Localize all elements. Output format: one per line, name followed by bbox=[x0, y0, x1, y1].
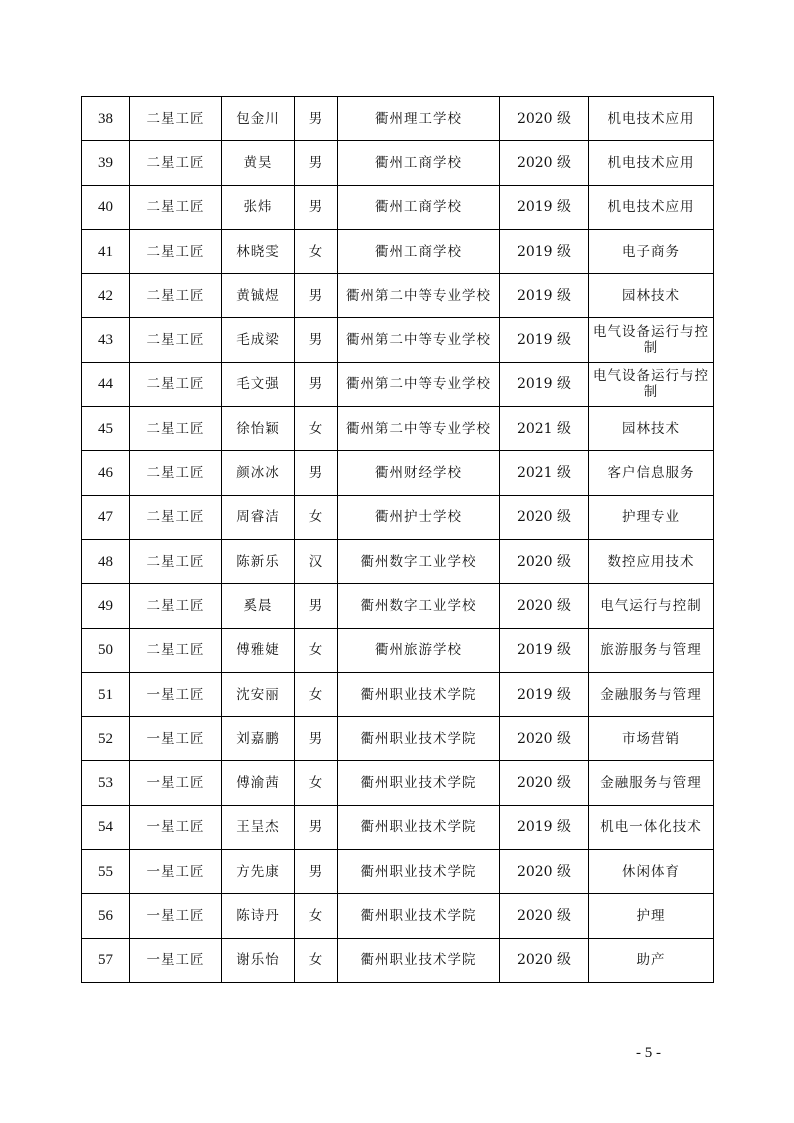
table-row bbox=[82, 717, 714, 761]
student-name-cell: 沈安丽 bbox=[222, 672, 295, 716]
craftsman-level-cell: 二星工匠 bbox=[130, 407, 222, 451]
table-row bbox=[82, 185, 714, 229]
major-cell: 助产 bbox=[589, 938, 714, 982]
grade-year-cell: 2020 级 bbox=[500, 761, 589, 805]
student-name-cell: 林晓雯 bbox=[222, 229, 295, 273]
major-cell: 市场营销 bbox=[589, 717, 714, 761]
page-number: - 5 - bbox=[636, 1045, 661, 1061]
major-cell: 园林技术 bbox=[589, 407, 714, 451]
row-number-cell: 49 bbox=[82, 584, 130, 628]
major-cell: 客户信息服务 bbox=[589, 451, 714, 495]
table-row bbox=[82, 628, 714, 672]
row-number-cell: 55 bbox=[82, 850, 130, 894]
grade-year-cell: 2020 级 bbox=[500, 141, 589, 185]
major-cell: 机电技术应用 bbox=[589, 97, 714, 141]
table-row bbox=[82, 584, 714, 628]
grade-year-cell: 2020 级 bbox=[500, 584, 589, 628]
major-cell: 机电一体化技术 bbox=[589, 805, 714, 849]
grade-year-cell: 2021 级 bbox=[500, 407, 589, 451]
student-name-cell: 毛文强 bbox=[222, 362, 295, 406]
gender-cell: 男 bbox=[295, 850, 338, 894]
student-name-cell: 王呈杰 bbox=[222, 805, 295, 849]
row-number-cell: 43 bbox=[82, 318, 130, 362]
grade-year-cell: 2019 级 bbox=[500, 362, 589, 406]
row-number-cell: 52 bbox=[82, 717, 130, 761]
school-name-cell: 衢州数字工业学校 bbox=[338, 584, 500, 628]
gender-cell: 男 bbox=[295, 318, 338, 362]
grade-year-cell: 2019 级 bbox=[500, 805, 589, 849]
grade-year-cell: 2019 级 bbox=[500, 185, 589, 229]
gender-cell: 男 bbox=[295, 805, 338, 849]
grade-year-cell: 2019 级 bbox=[500, 628, 589, 672]
row-number-cell: 51 bbox=[82, 672, 130, 716]
major-cell: 机电技术应用 bbox=[589, 141, 714, 185]
major-cell: 机电技术应用 bbox=[589, 185, 714, 229]
student-name-cell: 奚晨 bbox=[222, 584, 295, 628]
row-number-cell: 38 bbox=[82, 97, 130, 141]
school-name-cell: 衢州工商学校 bbox=[338, 141, 500, 185]
grade-year-cell: 2020 级 bbox=[500, 539, 589, 583]
craftsman-level-cell: 一星工匠 bbox=[130, 850, 222, 894]
gender-cell: 女 bbox=[295, 407, 338, 451]
major-cell: 数控应用技术 bbox=[589, 539, 714, 583]
gender-cell: 女 bbox=[295, 938, 338, 982]
grade-year-cell: 2020 级 bbox=[500, 894, 589, 938]
school-name-cell: 衢州第二中等专业学校 bbox=[338, 362, 500, 406]
craftsman-level-cell: 二星工匠 bbox=[130, 185, 222, 229]
student-name-cell: 黄铖煜 bbox=[222, 274, 295, 318]
craftsman-level-cell: 一星工匠 bbox=[130, 717, 222, 761]
craftsman-level-cell: 一星工匠 bbox=[130, 672, 222, 716]
craftsman-level-cell: 二星工匠 bbox=[130, 451, 222, 495]
student-name-cell: 毛成梁 bbox=[222, 318, 295, 362]
school-name-cell: 衢州数字工业学校 bbox=[338, 539, 500, 583]
grade-year-cell: 2020 级 bbox=[500, 97, 589, 141]
row-number-cell: 50 bbox=[82, 628, 130, 672]
row-number-cell: 47 bbox=[82, 495, 130, 539]
table-row bbox=[82, 672, 714, 716]
craftsman-list-table-container bbox=[81, 96, 713, 983]
craftsman-level-cell: 二星工匠 bbox=[130, 97, 222, 141]
craftsman-list-table bbox=[81, 96, 714, 983]
table-row bbox=[82, 97, 714, 141]
grade-year-cell: 2019 级 bbox=[500, 274, 589, 318]
school-name-cell: 衢州第二中等专业学校 bbox=[338, 318, 500, 362]
craftsman-level-cell: 二星工匠 bbox=[130, 318, 222, 362]
row-number-cell: 48 bbox=[82, 539, 130, 583]
student-name-cell: 周睿洁 bbox=[222, 495, 295, 539]
table-row bbox=[82, 938, 714, 982]
student-name-cell: 方先康 bbox=[222, 850, 295, 894]
school-name-cell: 衢州工商学校 bbox=[338, 185, 500, 229]
table-row bbox=[82, 850, 714, 894]
gender-cell: 女 bbox=[295, 628, 338, 672]
craftsman-level-cell: 二星工匠 bbox=[130, 628, 222, 672]
school-name-cell: 衢州职业技术学院 bbox=[338, 894, 500, 938]
gender-cell: 女 bbox=[295, 495, 338, 539]
school-name-cell: 衢州职业技术学院 bbox=[338, 672, 500, 716]
table-row bbox=[82, 805, 714, 849]
row-number-cell: 41 bbox=[82, 229, 130, 273]
table-row bbox=[82, 274, 714, 318]
grade-year-cell: 2020 级 bbox=[500, 495, 589, 539]
row-number-cell: 39 bbox=[82, 141, 130, 185]
gender-cell: 男 bbox=[295, 97, 338, 141]
major-cell: 金融服务与管理 bbox=[589, 761, 714, 805]
student-name-cell: 谢乐怡 bbox=[222, 938, 295, 982]
student-name-cell: 黄昊 bbox=[222, 141, 295, 185]
major-cell: 电气运行与控制 bbox=[589, 584, 714, 628]
school-name-cell: 衢州旅游学校 bbox=[338, 628, 500, 672]
gender-cell: 女 bbox=[295, 229, 338, 273]
table-body bbox=[82, 97, 714, 983]
school-name-cell: 衢州财经学校 bbox=[338, 451, 500, 495]
student-name-cell: 陈新乐 bbox=[222, 539, 295, 583]
craftsman-level-cell: 一星工匠 bbox=[130, 938, 222, 982]
major-cell: 休闲体育 bbox=[589, 850, 714, 894]
craftsman-level-cell: 二星工匠 bbox=[130, 584, 222, 628]
craftsman-level-cell: 二星工匠 bbox=[130, 539, 222, 583]
row-number-cell: 54 bbox=[82, 805, 130, 849]
major-cell: 金融服务与管理 bbox=[589, 672, 714, 716]
school-name-cell: 衢州职业技术学院 bbox=[338, 761, 500, 805]
school-name-cell: 衢州第二中等专业学校 bbox=[338, 274, 500, 318]
table-row bbox=[82, 539, 714, 583]
student-name-cell: 刘嘉鹏 bbox=[222, 717, 295, 761]
table-row bbox=[82, 362, 714, 406]
gender-cell: 女 bbox=[295, 894, 338, 938]
grade-year-cell: 2019 级 bbox=[500, 318, 589, 362]
major-cell: 园林技术 bbox=[589, 274, 714, 318]
craftsman-level-cell: 二星工匠 bbox=[130, 274, 222, 318]
student-name-cell: 颜冰冰 bbox=[222, 451, 295, 495]
table-row bbox=[82, 451, 714, 495]
row-number-cell: 40 bbox=[82, 185, 130, 229]
school-name-cell: 衢州工商学校 bbox=[338, 229, 500, 273]
gender-cell: 男 bbox=[295, 584, 338, 628]
craftsman-level-cell: 二星工匠 bbox=[130, 229, 222, 273]
craftsman-level-cell: 二星工匠 bbox=[130, 362, 222, 406]
major-cell: 旅游服务与管理 bbox=[589, 628, 714, 672]
table-row bbox=[82, 141, 714, 185]
gender-cell: 男 bbox=[295, 141, 338, 185]
row-number-cell: 46 bbox=[82, 451, 130, 495]
major-cell: 电气设备运行与控制 bbox=[589, 362, 714, 406]
student-name-cell: 徐怡颖 bbox=[222, 407, 295, 451]
major-cell: 护理专业 bbox=[589, 495, 714, 539]
table-row bbox=[82, 407, 714, 451]
gender-cell: 男 bbox=[295, 185, 338, 229]
row-number-cell: 53 bbox=[82, 761, 130, 805]
major-cell: 电子商务 bbox=[589, 229, 714, 273]
school-name-cell: 衢州理工学校 bbox=[338, 97, 500, 141]
craftsman-level-cell: 一星工匠 bbox=[130, 761, 222, 805]
table-row bbox=[82, 318, 714, 362]
table-row bbox=[82, 761, 714, 805]
school-name-cell: 衢州职业技术学院 bbox=[338, 805, 500, 849]
school-name-cell: 衢州职业技术学院 bbox=[338, 850, 500, 894]
student-name-cell: 张炜 bbox=[222, 185, 295, 229]
row-number-cell: 42 bbox=[82, 274, 130, 318]
gender-cell: 女 bbox=[295, 672, 338, 716]
major-cell: 电气设备运行与控制 bbox=[589, 318, 714, 362]
grade-year-cell: 2019 级 bbox=[500, 672, 589, 716]
row-number-cell: 45 bbox=[82, 407, 130, 451]
table-row bbox=[82, 229, 714, 273]
major-cell: 护理 bbox=[589, 894, 714, 938]
student-name-cell: 包金川 bbox=[222, 97, 295, 141]
craftsman-level-cell: 二星工匠 bbox=[130, 141, 222, 185]
gender-cell: 男 bbox=[295, 451, 338, 495]
grade-year-cell: 2020 级 bbox=[500, 938, 589, 982]
student-name-cell: 傅渝茜 bbox=[222, 761, 295, 805]
craftsman-level-cell: 一星工匠 bbox=[130, 805, 222, 849]
grade-year-cell: 2020 级 bbox=[500, 717, 589, 761]
grade-year-cell: 2019 级 bbox=[500, 229, 589, 273]
gender-cell: 汉 bbox=[295, 539, 338, 583]
craftsman-level-cell: 一星工匠 bbox=[130, 894, 222, 938]
grade-year-cell: 2021 级 bbox=[500, 451, 589, 495]
school-name-cell: 衢州护士学校 bbox=[338, 495, 500, 539]
craftsman-level-cell: 二星工匠 bbox=[130, 495, 222, 539]
table-row bbox=[82, 495, 714, 539]
student-name-cell: 傅雅婕 bbox=[222, 628, 295, 672]
school-name-cell: 衢州第二中等专业学校 bbox=[338, 407, 500, 451]
gender-cell: 男 bbox=[295, 717, 338, 761]
school-name-cell: 衢州职业技术学院 bbox=[338, 717, 500, 761]
gender-cell: 男 bbox=[295, 362, 338, 406]
row-number-cell: 44 bbox=[82, 362, 130, 406]
row-number-cell: 57 bbox=[82, 938, 130, 982]
student-name-cell: 陈诗丹 bbox=[222, 894, 295, 938]
table-row bbox=[82, 894, 714, 938]
gender-cell: 男 bbox=[295, 274, 338, 318]
row-number-cell: 56 bbox=[82, 894, 130, 938]
grade-year-cell: 2020 级 bbox=[500, 850, 589, 894]
school-name-cell: 衢州职业技术学院 bbox=[338, 938, 500, 982]
gender-cell: 女 bbox=[295, 761, 338, 805]
